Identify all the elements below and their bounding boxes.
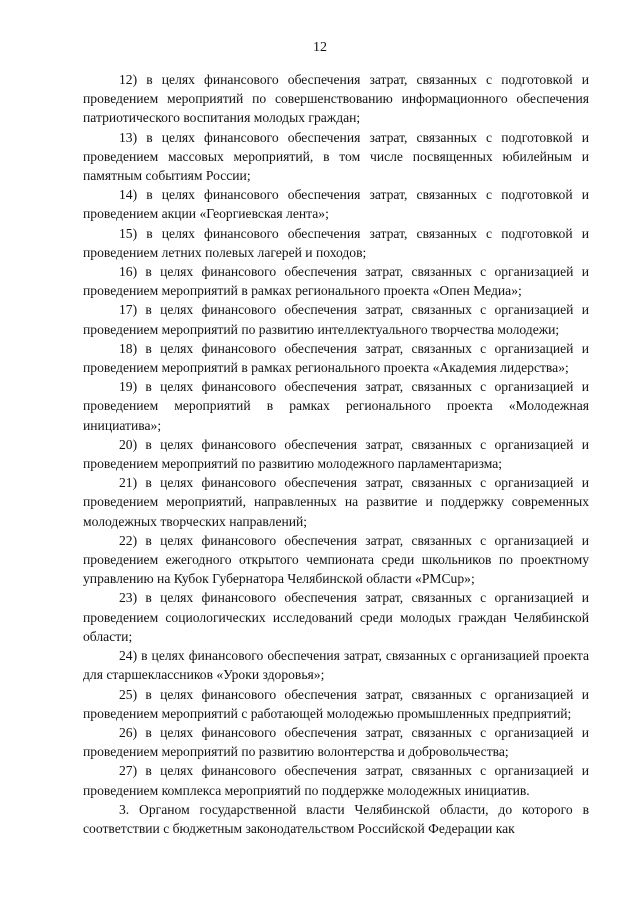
paragraph-item-22: 22) в целях финансового обеспечения затрат, связанных с организацией и проведением ежегодного открытого чемпионата среди школьников по проектному управлению на Кубок Губернатора Челябинской области «PMCup»;	[83, 532, 589, 587]
paragraph-item-25: 25) в целях финансового обеспечения затрат, связанных с организацией и проведением мероприятий с работающей молодежью промышленных предприятий;	[83, 686, 589, 721]
paragraph-item-17: 17) в целях финансового обеспечения затрат, связанных с организацией и проведением мероприятий по развитию интеллектуального творчества молодежи;	[83, 302, 589, 337]
paragraph-item-20: 20) в целях финансового обеспечения затрат, связанных с организацией и проведением мероприятий по развитию молодежного парламентаризма;	[83, 436, 589, 472]
paragraph-section-3: 3. Органом государственной власти Челябинской области, до которого в соответствии с бюджетным законодательством Российской Федерации как	[83, 801, 589, 836]
paragraph-item-15: 15) в целях финансового обеспечения затрат, связанных с подготовкой и проведением летних полевых лагерей и походов;	[83, 225, 589, 260]
paragraph-item-13: 13) в целях финансового обеспечения затрат, связанных с подготовкой и проведением массовых мероприятий, в том числе посвященных юбилейным и памятным событиям России;	[83, 129, 589, 184]
paragraph-item-18: 18) в целях финансового обеспечения затрат, связанных с организацией и проведением мероприятий в рамках регионального проекта «Академия лидерства»;	[83, 340, 589, 376]
paragraph-item-19: 19) в целях финансового обеспечения затрат, связанных с организацией и проведением мероприятий в рамках регионального проекта «Молодежная инициатива»;	[83, 379, 589, 433]
page-number: 12	[313, 40, 327, 55]
paragraph-item-26: 26) в целях финансового обеспечения затрат, связанных с организацией и проведением мероприятий по развитию волонтерства и добровольчества;	[83, 724, 589, 760]
paragraph-item-27: 27) в целях финансового обеспечения затрат, связанных с организацией и проведением комплекса мероприятий по поддержке молодежных инициатив.	[83, 763, 589, 798]
paragraph-item-21: 21) в целях финансового обеспечения затрат, связанных с организацией и проведением мероприятий, направленных на развитие и поддержку современных молодежных творческих направлений;	[83, 475, 589, 529]
paragraph-item-12: 12) в целях финансового обеспечения затрат, связанных с подготовкой и проведением мероприятий по совершенствованию информационного обеспечения патриотического воспитания молодых граждан;	[83, 72, 589, 126]
paragraph-item-16: 16) в целях финансового обеспечения затрат, связанных с организацией и проведением мероприятий в рамках регионального проекта «Опен Медиа»;	[83, 264, 589, 299]
document-body	[83, 70, 589, 838]
paragraph-item-14: 14) в целях финансового обеспечения затрат, связанных с подготовкой и проведением акции «Георгиевская лента»;	[83, 187, 589, 222]
paragraph-item-24: 24) в целях финансового обеспечения затрат, связанных с организацией проекта для старшеклассников «Уроки здоровья»;	[83, 648, 589, 683]
paragraph-item-23: 23) в целях финансового обеспечения затрат, связанных с организацией и проведением социологических исследований среди молодых граждан Челябинской области;	[83, 590, 589, 644]
